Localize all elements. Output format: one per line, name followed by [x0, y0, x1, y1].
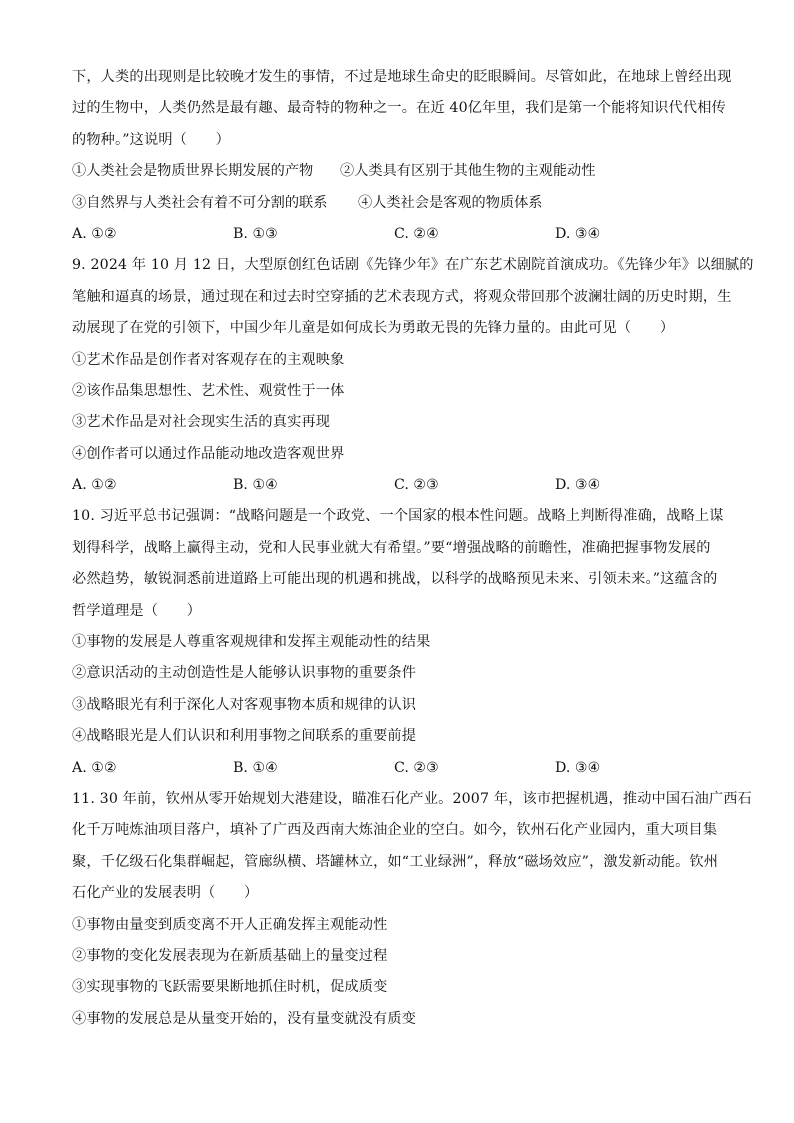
question-8 [72, 62, 732, 250]
q9-option-a: A. ①② [72, 477, 117, 494]
q11-stem-line: 聚，千亿级石化集群崛起，管廊纵横、塔罐林立，如“工业绿洲”，释放“磁场效应”，激发新动能。钦州 [72, 853, 719, 870]
q9-option-b: B. ①④ [233, 477, 278, 494]
q8-option-b: B. ①③ [233, 225, 278, 242]
q8-statement-3: ③自然界与人类社会有着不可分割的联系 [72, 194, 328, 211]
q10-option-a: A. ①② [72, 759, 117, 776]
q11-stem-line: 石化产业的发展表明（ ） [72, 885, 259, 902]
q11-statement-1: ①事物由量变到质变离不开人正确发挥主观能动性 [72, 916, 388, 933]
q8-option-d: D. ③④ [555, 225, 601, 242]
question-9 [72, 250, 754, 501]
q10-statement-1: ①事物的发展是人尊重客观规律和发挥主观能动性的结果 [72, 634, 431, 651]
q8-option-a: A. ①② [72, 225, 117, 242]
q10-option-c: C. ②③ [394, 759, 439, 776]
q10-stem-line: 10. 习近平总书记强调：“战略问题是一个政党、一个国家的根本性问题。战略上判断得准确，战略上谋 [72, 508, 724, 525]
question-11 [72, 784, 752, 1035]
q9-stem-line: 笔触和逼真的场景，通过现在和过去时空穿插的艺术表现方式，将观众带回那个波澜壮阔的历史时期，生 [72, 288, 732, 305]
q11-stem-line: 化千万吨炼油项目落户，填补了广西及西南大炼油企业的空白。如今，钦州石化产业园内，重大项目集 [72, 822, 718, 839]
q8-options [72, 219, 724, 250]
q10-stem-line: 划得科学，战略上赢得主动，党和人民事业就大有希望。”要“增强战略的前瞻性，准确把握事物发展的 [72, 539, 711, 556]
q9-statement-4: ④创作者可以通过作品能动地改造客观世界 [72, 445, 345, 462]
q9-stem-line: 9. 2024 年 10 月 12 日，大型原创红色话剧《先锋少年》在广东艺术剧院首演成功。《先锋少年》以细腻的 [72, 257, 754, 274]
q11-stem-line: 11. 30 年前，钦州从零开始规划大港建设，瞄准石化产业。2007 年，该市把握机遇，推动中国石油广西石 [72, 790, 752, 807]
q8-statements-row-2 [72, 188, 724, 219]
q9-option-d: D. ③④ [555, 477, 601, 494]
q8-statement-2: ②人类具有区别于其他生物的主观能动性 [340, 163, 596, 180]
q9-stem-line: 动展现了在党的引领下，中国少年儿童是如何成长为勇敢无畏的先锋力量的。由此可见（ ） [72, 320, 675, 337]
q10-statement-3: ③战略眼光有利于深化人对客观事物本质和规律的认识 [72, 696, 417, 713]
q8-stem-line: 过的生物中，人类仍然是最有趣、最奇特的物种之一。在近 40亿年里，我们是第一个能将知识代代相传 [72, 100, 726, 117]
q9-statement-2: ②该作品集思想性、艺术性、观赏性于一体 [72, 382, 345, 399]
q8-statements-row-1 [72, 156, 724, 187]
q9-statement-1: ①艺术作品是创作者对客观存在的主观映象 [72, 351, 345, 368]
exam-page [72, 62, 754, 1035]
question-10 [72, 501, 724, 784]
q11-statement-4: ④事物的发展总是从量变开始的，没有量变就没有质变 [72, 1010, 417, 1027]
q8-stem-line: 下，人类的出现则是比较晚才发生的事情，不过是地球生命史的眨眼瞬间。尽管如此，在地球上曾经出现 [72, 69, 732, 85]
q10-stem-line: 必然趋势，敏锐洞悉前进道路上可能出现的机遇和挑战，以科学的战略预见未来、引领未来。”这蕴含的 [72, 571, 718, 588]
q11-statement-3: ③实现事物的飞跃需要果断地抓住时机，促成质变 [72, 979, 388, 996]
q8-statement-4: ④人类社会是客观的物质体系 [358, 194, 543, 211]
q11-statement-2: ②事物的变化发展表现为在新质基础上的量变过程 [72, 947, 388, 964]
q10-option-d: D. ③④ [555, 759, 601, 776]
q10-statement-2: ②意识活动的主动创造性是人能够认识事物的重要条件 [72, 665, 417, 682]
q9-option-c: C. ②③ [394, 477, 439, 494]
q8-stem-line: 的物种。”这说明（ ） [72, 131, 231, 148]
q9-statement-3: ③艺术作品是对社会现实生活的真实再现 [72, 414, 331, 431]
q9-options [72, 470, 724, 501]
q10-statement-4: ④战略眼光是人们认识和利用事物之间联系的重要前提 [72, 728, 417, 745]
q8-statement-1: ①人类社会是物质世界长期发展的产物 [72, 163, 314, 180]
q8-option-c: C. ②④ [394, 225, 439, 242]
q10-option-b: B. ①④ [233, 759, 278, 776]
q10-stem-line: 哲学道理是（ ） [72, 602, 202, 619]
q10-options [72, 753, 724, 784]
